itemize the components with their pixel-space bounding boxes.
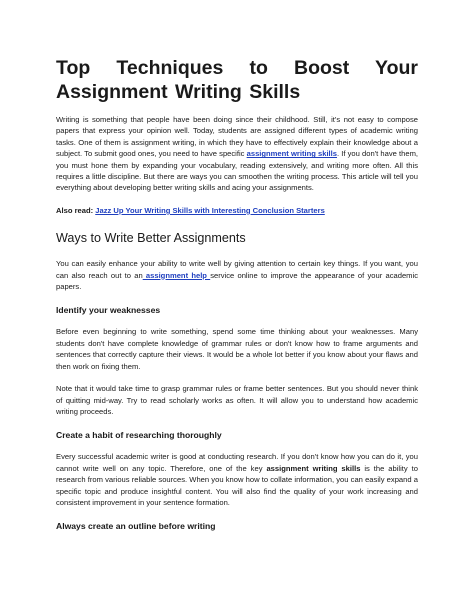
research-bold-phrase: assignment writing skills — [266, 463, 361, 473]
intro-text-start: Writing is something that people have been doing since their childhood. Still, it's not easy to compose papers that express your opinion well. Today, students are assigned different types of academic writing tasks. One of them is assignment writing, in which they have to effectively explain their knowledge about a subject. To submit good ones, you need to have specific — [56, 115, 418, 159]
weaknesses-paragraph-1: Before even beginning to write something, spend some time thinking about your weaknesses. Many students don't have complete knowledge of grammar rules or don't know how to frame arguments and sentences that correctly capture their views. It would be a whole lot better if you know about your flaws and then work on fixing them. — [56, 327, 418, 371]
document-body — [56, 56, 418, 542]
also-read-line — [56, 205, 418, 216]
also-read-label: Also read: — [56, 205, 96, 215]
subheading-research: Create a habit of researching thoroughly — [56, 430, 222, 441]
subheading-outline: Always create an outline before writing — [56, 521, 216, 532]
research-paragraph — [56, 451, 418, 508]
subheading-identify-weaknesses: Identify your weaknesses — [56, 305, 161, 316]
assignment-writing-skills-link[interactable]: assignment writing skills — [246, 149, 338, 159]
intro-text-end: . If you don't have them, you must hone them by expanding your vocabulary, reading extensively, and writing more often. All this requires a little discipline. But there are ways you can smoothen the writing process. This article will tell you everything about developing better writing skills and acing your assignments. — [56, 149, 419, 193]
section-intro-end: service online to improve the appearance of your academic papers. — [56, 270, 418, 292]
section-intro-start: You can easily enhance your ability to write well by giving attention to certain key things. If you want, you can also reach out to an — [56, 259, 418, 280]
section-intro-paragraph — [56, 258, 418, 292]
weaknesses-paragraph-2: Note that it would take time to grasp grammar rules or frame better sentences. But you should never think of quitting mid-way. Try to read scholarly works as often. It will allow you to understand how academic writing proceeds. — [56, 384, 418, 416]
research-text-start: Every successful academic writer is good at conducting research. If you don't know how you can do it, you cannot write well on any topic. Therefore, one of the key — [56, 452, 418, 473]
assignment-help-link[interactable]: assignment help — [142, 270, 211, 280]
page-title: Top Techniques to Boost Your Assignment Writing Skills — [56, 57, 418, 103]
intro-paragraph — [56, 114, 418, 194]
research-text-end: is the ability to research from various reliable sources. When you know how to collate information, you can easily expand a specific topic and produce insightful content. You will also find the quality of your work increasing and consistent improvement in your sentence formation. — [56, 463, 418, 507]
section-heading: Ways to Write Better Assignments — [56, 231, 246, 246]
also-read-link[interactable]: Jazz Up Your Writing Skills with Interesting Conclusion Starters — [95, 205, 325, 215]
